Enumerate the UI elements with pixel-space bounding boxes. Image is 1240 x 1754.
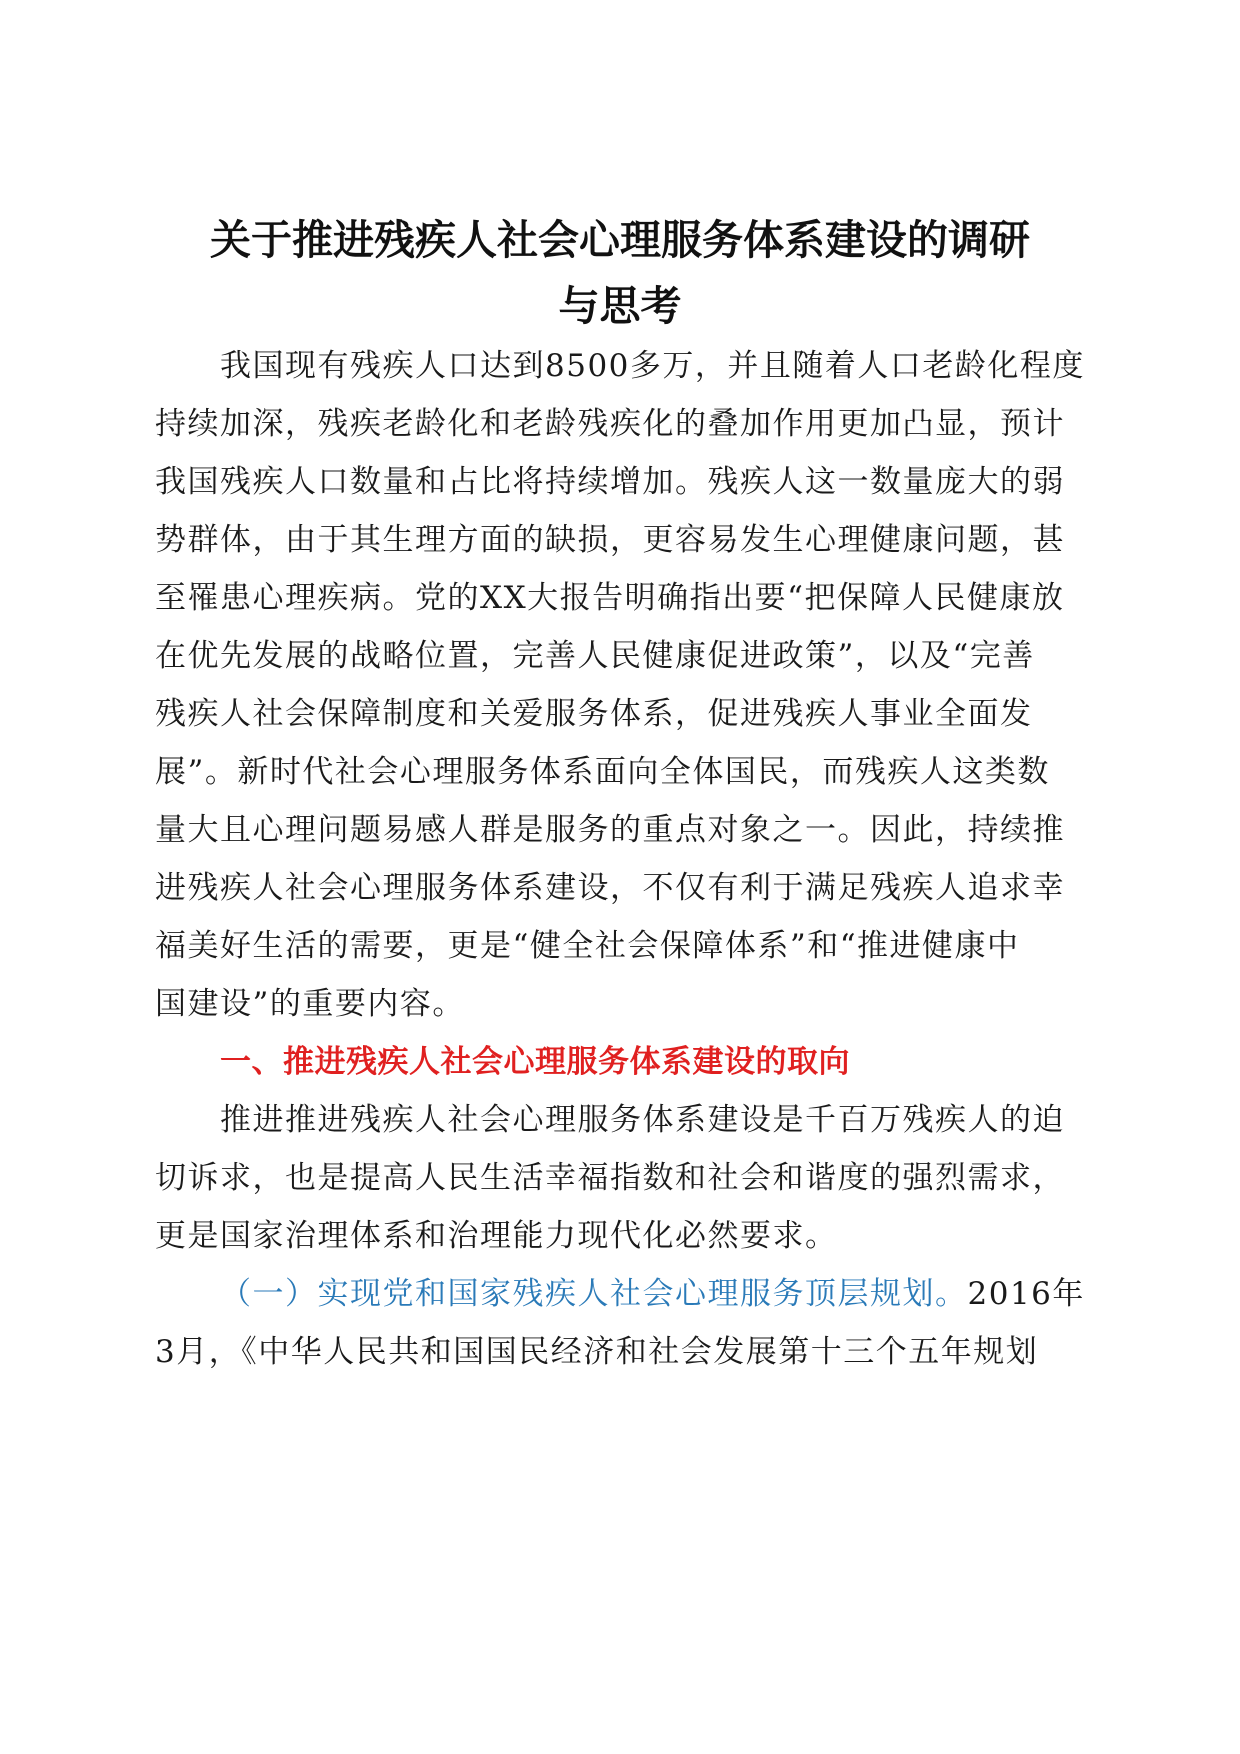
subsection-heading-1: （一）实现党和国家残疾人社会心理服务顶层规划。 <box>220 1276 968 1312</box>
body-line: 国建设”的重要内容。 <box>155 986 465 1022</box>
subsection-line <box>220 1274 1090 1314</box>
document-title-line-2: 与思考 <box>558 282 682 330</box>
body-line: 更是国家治理体系和治理能力现代化必然要求。 <box>155 1218 838 1254</box>
body-line: 切诉求，也是提高人民生活幸福指数和社会和谐度的强烈需求， <box>155 1160 1065 1196</box>
document-title-line-1: 关于推进残疾人社会心理服务体系建设的调研 <box>210 216 1030 264</box>
body-line: 推进推进残疾人社会心理服务体系建设是千百万残疾人的迫 <box>220 1102 1065 1138</box>
body-line: 在优先发展的战略位置，完善人民健康促进政策”，以及“完善 <box>155 638 1035 674</box>
body-line: 至罹患心理疾病。党的XX大报告明确指出要“把保障人民健康放 <box>155 580 1065 616</box>
subsection-tail-text: 2016年 <box>967 1276 1085 1312</box>
body-line: 持续加深，残疾老龄化和老龄残疾化的叠加作用更加凸显，预计 <box>155 406 1065 442</box>
body-line: 进残疾人社会心理服务体系建设，不仅有利于满足残疾人追求幸 <box>155 870 1065 906</box>
body-line: 我国现有残疾人口达到8500多万，并且随着人口老龄化程度 <box>220 348 1085 384</box>
body-line: 展”。新时代社会心理服务体系面向全体国民，而残疾人这类数 <box>155 754 1050 790</box>
body-line: 福美好生活的需要，更是“健全社会保障体系”和“推进健康中 <box>155 928 1020 964</box>
body-line: 3月，《中华人民共和国国民经济和社会发展第十三个五年规划 <box>155 1334 1039 1370</box>
body-line: 残疾人社会保障制度和关爱服务体系，促进残疾人事业全面发 <box>155 696 1033 732</box>
body-line: 量大且心理问题易感人群是服务的重点对象之一。因此，持续推 <box>155 812 1065 848</box>
body-line: 势群体，由于其生理方面的缺损，更容易发生心理健康问题，甚 <box>155 522 1065 558</box>
body-line: 我国残疾人口数量和占比将持续增加。残疾人这一数量庞大的弱 <box>155 464 1065 500</box>
section-heading-1: 一、推进残疾人社会心理服务体系建设的取向 <box>220 1044 850 1080</box>
